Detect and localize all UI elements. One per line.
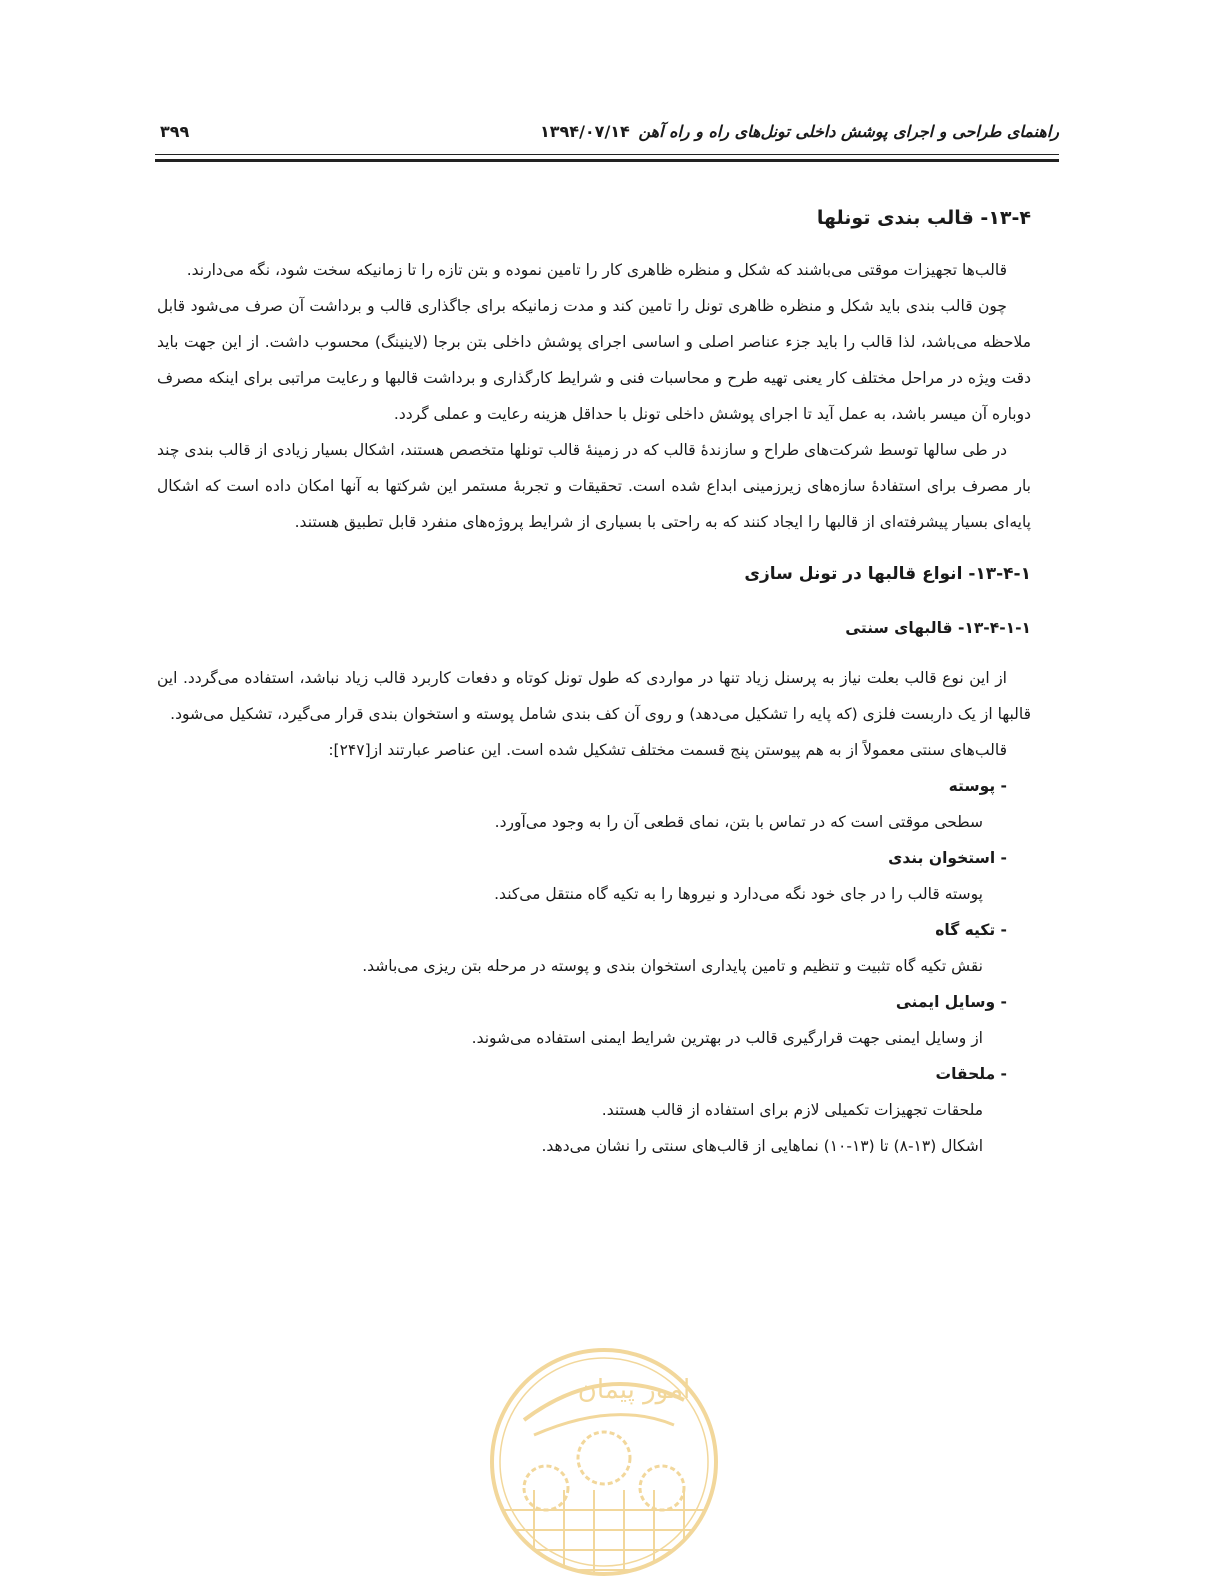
list-item xyxy=(157,912,1031,984)
item-description: از وسایل ایمنی جهت قرارگیری قالب در بهترین شرایط ایمنی استفاده می‌شوند. xyxy=(471,1029,983,1047)
elements-intro: قالب‌های سنتی معمولاً از به هم پیوستن پنج قسمت مختلف تشکیل شده است. این عناصر عبارتند از[۲۴۷]: xyxy=(328,741,1007,759)
section-paragraph-1: قالب‌ها تجهیزات موقتی می‌باشند که شکل و منظره ظاهری کار را تامین نموده و بتن تازه را تا زمانیکه سخت شود، نگه می‌دارند. xyxy=(186,261,1007,279)
item-term: - ملحقات xyxy=(935,1065,1007,1083)
page-number: ۳۹۹ xyxy=(160,122,190,141)
document-body xyxy=(157,198,1031,1164)
header-rule-thin xyxy=(155,154,1059,155)
list-item xyxy=(157,984,1031,1056)
seal-text: امور پیمان xyxy=(577,1375,691,1405)
item-term: - وسایل ایمنی xyxy=(895,993,1007,1011)
item-description: نقش تکیه گاه تثبیت و تنظیم و تامین پایداری استخوان بندی و پوسته در مرحله بتن ریزی می‌باشد. xyxy=(362,957,983,975)
seal-logo-icon xyxy=(484,1340,724,1584)
subsubsection-paragraph: از این نوع قالب بعلت نیاز به پرسنل زیاد تنها در مواردی که طول تونل کوتاه و دفعات کاربرد قالب زیاد نباشد، استفاده می‌گردد. این قالبها از یک داربست فلزی (که پایه را تشکیل می‌دهد) و روی آن کف بندی شامل پوسته و استخوان بندی قرار می‌گیرد، تشکیل می‌شود. xyxy=(157,669,1031,723)
header-rule-thick xyxy=(155,159,1059,162)
list-item xyxy=(157,768,1031,840)
item-description: سطحی موقتی است که در تماس با بتن، نمای قطعی آن را به وجود می‌آورد. xyxy=(494,813,983,831)
list-item xyxy=(157,840,1031,912)
item-term: - استخوان بندی xyxy=(888,849,1007,867)
elements-list xyxy=(157,768,1031,1128)
item-description: ملحقات تجهیزات تکمیلی لازم برای استفاده از قالب هستند. xyxy=(601,1101,983,1119)
item-description: پوسته قالب را در جای خود نگه می‌دارد و نیروها را به تکیه گاه منتقل می‌کند. xyxy=(494,885,983,903)
list-item xyxy=(157,1056,1031,1128)
subsection-heading: ۱۳-۴-۱- انواع قالبها در تونل سازی xyxy=(744,564,1031,584)
item-term: - تکیه گاه xyxy=(935,921,1007,939)
section-paragraph-3: در طی سالها توسط شرکت‌های طراح و سازندهٔ قالب که در زمینهٔ قالب تونلها متخصص هستند، اشکال بسیار زیادی از قالب بندی چند بار مصرف برای استفادهٔ سازه‌های زیرزمینی ابداع شده است. تحقیقات و تجربهٔ مستمر این شرکتها به آنها امکان داده است که اشکال پایه‌ای بسیار پیشرفته‌ای از قالبها را ایجاد کنند که به راحتی با بسیاری از شرایط پروژه‌های منفرد قابل تطبیق هستند. xyxy=(157,441,1031,531)
subsubsection-heading: ۱۳-۴-۱-۱- قالبهای سنتی xyxy=(845,619,1031,637)
section-heading: ۱۳-۴- قالب بندی تونلها xyxy=(816,207,1031,229)
item-term: - پوسته xyxy=(948,777,1007,795)
figure-reference: اشکال (۱۳-۸) تا (۱۳-۱۰) نماهایی از قالب‌های سنتی را نشان می‌دهد. xyxy=(541,1137,983,1155)
page-header xyxy=(155,112,1059,152)
header-date: ۱۳۹۴/۰۷/۱۴ xyxy=(540,122,630,141)
header-title: راهنمای طراحی و اجرای پوشش داخلی تونل‌های راه و راه آهن xyxy=(638,122,1059,141)
section-paragraph-2: چون قالب بندی باید شکل و منظره ظاهری تونل را تامین کند و مدت زمانیکه برای جاگذاری قالب و برداشت آن صرف می‌شود قابل ملاحظه می‌باشد، لذا قالب را باید جزء عناصر اصلی و اساسی اجرای پوشش داخلی بتن برجا (لاینینگ) محسوب داشت. از این جهت باید دقت ویژه در مراحل مختلف کار یعنی تهیه طرح و محاسبات فنی و شرایط کارگذاری و برداشت قالبها و رعایت مراتبی برای اینکه مصرف دوباره آن میسر باشد، به عمل آید تا اجرای پوشش داخلی تونل با حداقل هزینه رعایت و عملی گردد. xyxy=(157,297,1031,423)
